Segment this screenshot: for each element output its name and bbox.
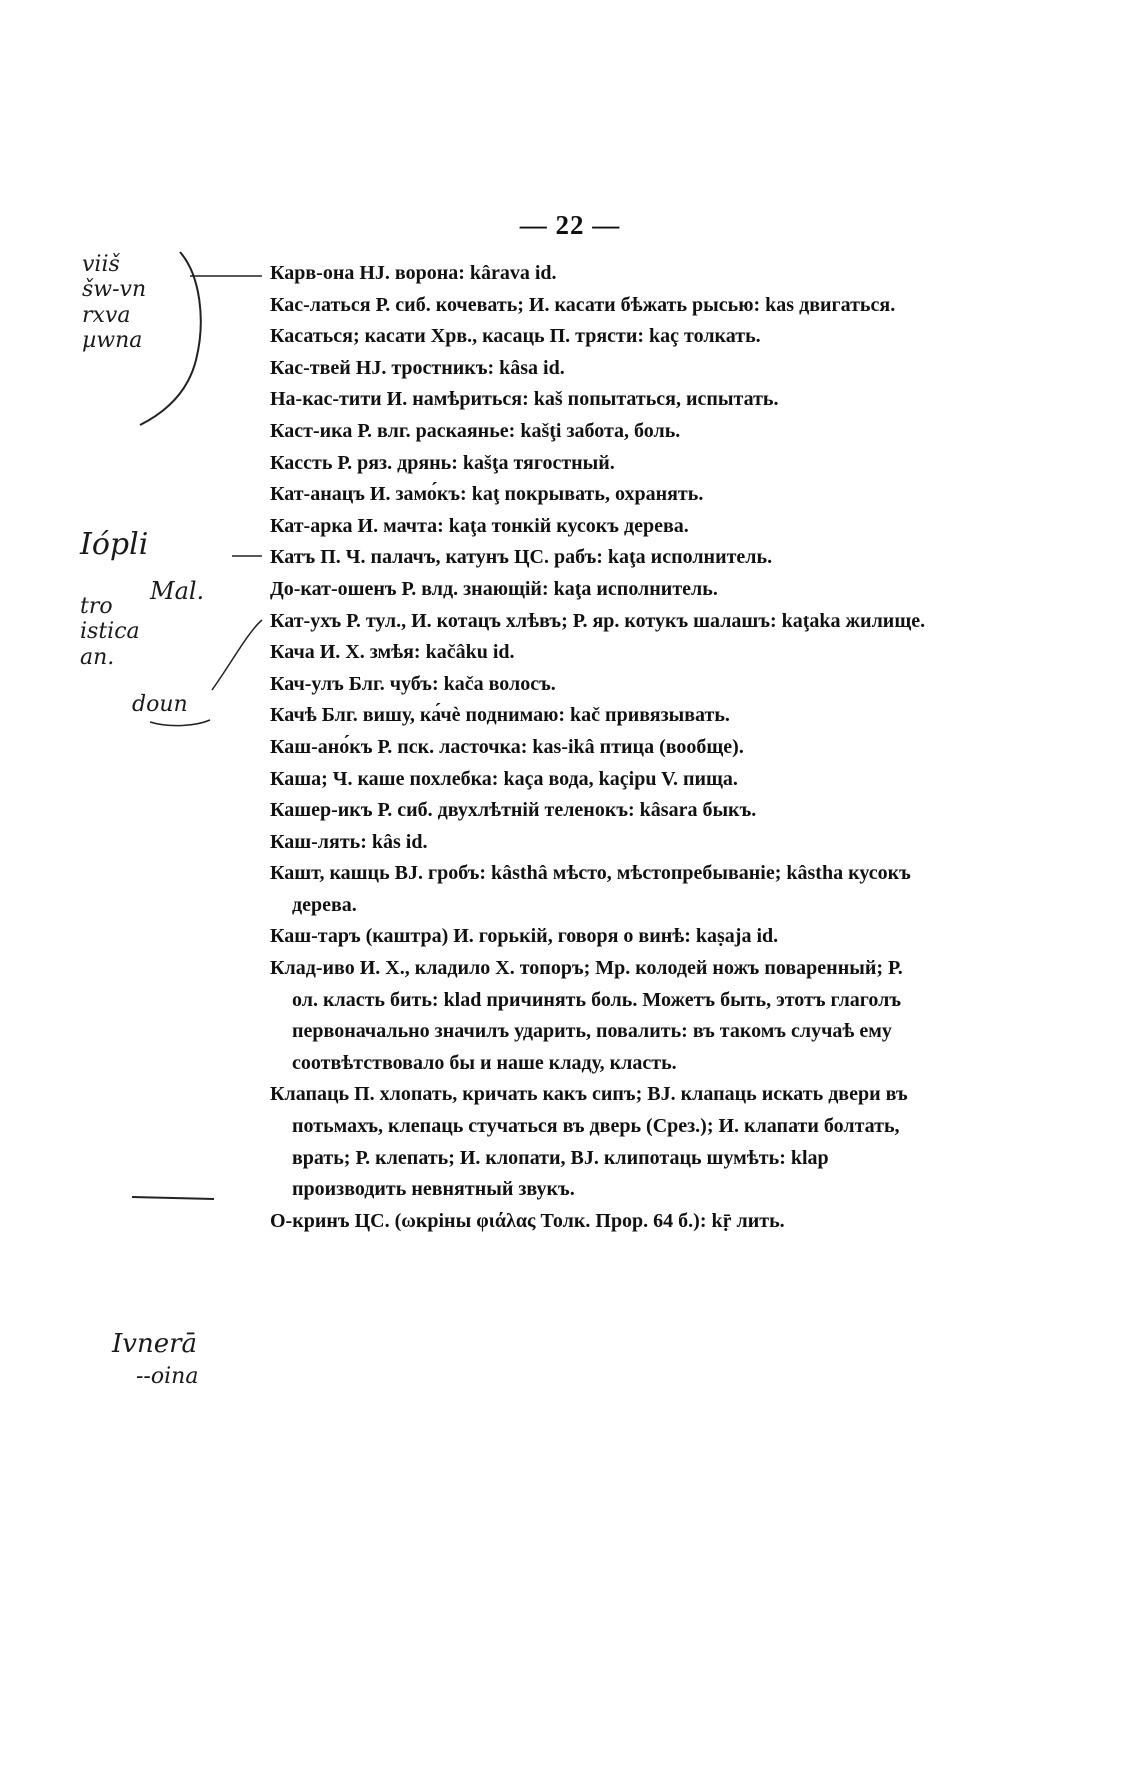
dictionary-entry: Кашер-икъ Р. сиб. двухлѣтній теленокъ: kâsara быкъ. xyxy=(270,799,757,822)
margin-note-4: tro istica an. xyxy=(80,594,140,670)
dictionary-entry: Качѣ Блг. вишу, ка́чѐ поднимаю: kač привязывать. xyxy=(270,704,730,727)
margin-underline-mark xyxy=(150,720,210,726)
dictionary-entry: До-кат-ошенъ Р. влд. знающій: kaţa исполнитель. xyxy=(270,577,718,600)
dictionary-entry: Кача И. Х. змѣя: kačâku id. xyxy=(270,641,515,664)
dictionary-entry: Клапаць П. хлопать, кричать какъ сипъ; ВЈ. клапаць искать двери въ потьмахъ, клепаць стучаться въ дверь (Срез.); И. клапати болтать, врать; Р. клепать; И. клопати, ВЈ. клипотаць шумѣть: klap производить невнятный звукъ. xyxy=(270,1083,908,1201)
dictionary-entry: Кас-твей НЈ. тростникъ: kâsa id. xyxy=(270,356,565,379)
margin-note-6: Ivnerā xyxy=(112,1329,198,1359)
dictionary-entry: Касаться; касати Хрв., касаць П. трясти: kaç толкать. xyxy=(270,325,761,348)
dictionary-entry: Кат-арка И. мачта: kaţa тонкій кусокъ дерева. xyxy=(270,514,689,537)
dictionary-entry: Каш-лять: kâs id. xyxy=(270,830,428,853)
dictionary-entry: Кас-латься Р. сиб. кочевать; И. касати бѣжать рысью: kas двигаться. xyxy=(270,293,896,316)
dictionary-entry: Кашт, кашць ВЈ. гробъ: kâsthâ мѣсто, мѣстопребываніе; kâstha кусокъ дерева. xyxy=(270,862,911,916)
page-number: — 22 — xyxy=(519,210,621,240)
dictionary-entry: Клад-иво И. Х., кладило Х. топоръ; Мр. колодей ножъ поваренный; Р. ол. класть бить: klad причинять боль. Можетъ быть, этотъ глаголъ первоначально значилъ ударить, повалить: въ такомъ случаѣ ему соотвѣтствовало бы и наше кладу, класть. xyxy=(270,957,903,1074)
dictionary-entry: Каш-таръ (каштра) И. горькій, говоря о винѣ: kaṣaja id. xyxy=(270,925,779,948)
margin-note-7: --oina xyxy=(136,1364,199,1389)
dictionary-entry: Каша; Ч. каше похлебка: kaça вода, kaçipu V. пища. xyxy=(270,767,738,790)
margin-dash-mark xyxy=(132,1197,214,1199)
dictionary-entry: Кассть Р. ряз. дрянь: kašţa тягостный. xyxy=(270,451,615,474)
dictionary-entries xyxy=(270,258,930,1237)
dictionary-entry: Каст-ика Р. влг. раскаянье: kašţi забота, боль. xyxy=(270,419,681,442)
dictionary-entry: Катъ П. Ч. палачъ, катунъ ЦС. рабъ: kaţa исполнитель. xyxy=(270,546,773,569)
margin-note-3: Mal. xyxy=(150,577,205,605)
dictionary-entry: Кат-анацъ И. замо́къ: kaţ покрывать, охранять. xyxy=(270,483,704,506)
margin-bracket-mark xyxy=(140,252,201,425)
margin-note-1: viiš šw-vn rxva µwna xyxy=(82,252,147,353)
dictionary-entry: Карв-она НЈ. ворона: kârava id. xyxy=(270,262,557,284)
dictionary-entry: На-кас-тити И. намѣриться: kaš попытаться, испытать. xyxy=(270,388,779,411)
margin-note-2: Iópli xyxy=(80,527,149,562)
margin-leader-curve xyxy=(212,620,262,690)
margin-note-5: doun xyxy=(132,692,188,717)
dictionary-entry: Кач-улъ Блг. чубъ: kača волосъ. xyxy=(270,672,556,695)
dictionary-entry: О-кринъ ЦС. (ωкріны φιάλας Толк. Прор. 64 б.): kṝ лить. xyxy=(270,1209,785,1232)
dictionary-entry: Кат-ухъ Р. тул., И. котацъ хлѣвъ; Р. яр. котукъ шалашъ: kaţaka жилище. xyxy=(270,609,926,632)
dictionary-entry: Каш-ано́къ Р. пск. ласточка: kas-ikâ птица (вообще). xyxy=(270,735,744,758)
